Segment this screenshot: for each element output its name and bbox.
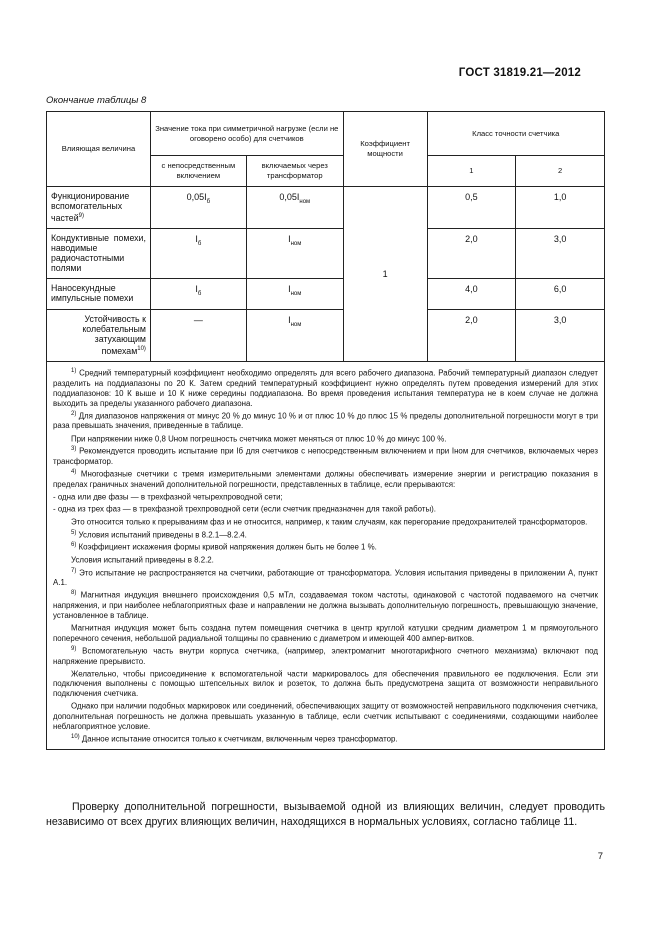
footnote: Это относится только к прерываниям фаз и не относится, например, к таким случаям, как перегорание предохранителей трансформаторов. xyxy=(71,517,588,527)
header-accuracy-class: Класс точности счетчика xyxy=(427,112,604,156)
header-direct: с непосредственным включением xyxy=(150,156,246,187)
footnote: Условия испытаний приведены в 8.2.2. xyxy=(71,555,214,565)
header-current-group: Значение тока при симметричной нагрузке (если не оговорено особо) для счетчиков xyxy=(150,112,343,156)
table-footnotes xyxy=(47,362,605,750)
row-label: Функционирование вспомогательных частей xyxy=(51,191,130,223)
footnote-mark: 10) xyxy=(137,346,146,352)
footnote: Желательно, чтобы присоединение к вспомогательной части маркировалось для обеспечения правильного ее подключения. Если эти подключения выполнены с помощью штепсельных вилок и розеток, то должна быть предусмотрена защита от возможности неправильного подключения счетчика. xyxy=(53,669,598,699)
current-direct: I xyxy=(195,284,198,294)
class-2-value: 6,0 xyxy=(516,279,605,310)
current-transformer: I xyxy=(288,234,291,244)
footnote: $^{5)}$ Условия испытаний приведены в 8.2.1—8.2.4. xyxy=(71,529,247,540)
power-factor-value: 1 xyxy=(343,187,427,362)
current-direct: — xyxy=(193,315,203,325)
table-row: Наносекундные импульсные помехи $I_б$ $I_{ном}$ 4,0 6,0 xyxy=(47,279,605,310)
current-direct: 0,05I xyxy=(186,192,207,202)
class-1-value: 2,0 xyxy=(427,310,516,362)
current-transformer: I xyxy=(288,315,291,325)
table-row: Кондуктивные помехи, наводимые радиочастотными полями $I_б$ $I_{ном}$ 2,0 3,0 xyxy=(47,229,605,279)
footnote: $^{3)}$ Рекомендуется проводить испытание при Iб для счетчиков с непосредственным включением и при Iном для счетчиков, включаемых через трансформатор. xyxy=(53,446,598,466)
header-power-factor: Коэффициент мощности xyxy=(343,112,427,187)
class-1-value: 0,5 xyxy=(427,187,516,229)
class-2-value: 3,0 xyxy=(516,310,605,362)
row-label: Кондуктивные помехи, наводимые радиочастотными полями xyxy=(51,233,146,273)
footnote: Однако при наличии подобных маркировок или соединений, обеспечивающих защиту от возможностей неправильного подключения счетчика, дополнительная погрешность не должна превышать указанную в таблице, если счетчик испытывают с соединениями, создающими наиболее неблагоприятное условие. xyxy=(53,701,598,732)
footnote: При напряжении ниже 0,8 Uном погрешность счетчика может меняться от плюс 10 % до минус 100 %. xyxy=(71,434,447,444)
header-transformer: включаемых через трансформатор xyxy=(246,156,343,187)
table-row: Устойчивость к колебательным затухающим помехам$^{10)}$ — $I_{ном}$ 2,0 3,0 xyxy=(47,310,605,362)
class-2-value: 3,0 xyxy=(516,229,605,279)
footnote: - одна или две фазы — в трехфазной четырехпроводной сети; xyxy=(53,492,283,502)
footnote: $^{9)}$ Вспомогательную часть внутри корпуса счетчика, (например, электромагнит многотарифного счетного механизма) включают под напряжение прерывисто. xyxy=(53,645,598,666)
class-2-value: 1,0 xyxy=(516,187,605,229)
footnote: $^{8)}$ Магнитная индукция внешнего происхождения 0,5 мТл, создаваемая током частоты, одинаковой с частотой подаваемого на счетчик напряжения, и при наиболее неблагоприятных фазе и направлении не должна вызывать дополнительную погрешность, превышающую значение, установленное в таблице. xyxy=(53,590,598,621)
influence-table xyxy=(46,111,605,750)
footnote: $^{1)}$ Средний температурный коэффициент необходимо определять для всего рабочего диапазона. Рабочий температурный диапазон следует разделить на поддиапазоны по 20 К. Затем средний температурный коэффициент нужно определять путем проведения измерений для этих поддиапазонов: 10 К выше и 10 К ниже середины поддиапазона. Во время проведения испытания температура не в коем случае не должна выходить за пределы указанного рабочего диапазона. xyxy=(53,368,598,408)
header-class-2: 2 xyxy=(516,156,605,187)
header-influence: Влияющая величина xyxy=(47,112,151,187)
footnote: $^{4)}$ Многофазные счетчики с тремя измерительными элементами должны обеспечивать измерение энергии и регистрацию показания в пределах граничных значений дополнительной погрешности, представленных в таблице, если прерываются: xyxy=(53,468,598,489)
header-class-1: 1 xyxy=(427,156,516,187)
footnote-mark: 9) xyxy=(78,213,84,219)
current-transformer: 0,05I xyxy=(279,192,300,202)
standard-header: ГОСТ 31819.21—2012 xyxy=(458,67,581,79)
footnote: $^{2)}$ Для диапазонов напряжения от минус 20 % до минус 10 % и от плюс 10 % до плюс 15 % пределы дополнительной погрешности могут в три раза превышать значения, приведенные в таблице. xyxy=(53,410,598,431)
page-number: 7 xyxy=(597,851,603,862)
body-paragraph: Проверку дополнительной погрешности, вызываемой одной из влияющих величин, следует проводить независимо от всех других влияющих величин, находящихся в нормальных условиях, согласно таблице 11. xyxy=(46,801,605,828)
class-1-value: 2,0 xyxy=(427,229,516,279)
current-direct: I xyxy=(195,234,198,244)
footnote: - одна из трех фаз — в трехфазной трехпроводной сети (если счетчик предназначен для такой работы). xyxy=(53,504,436,514)
current-transformer: I xyxy=(288,284,291,294)
footnote: $^{10)}$ Данное испытание относится только к счетчикам, включенным через трансформатор. xyxy=(71,734,398,744)
footnote: $^{7)}$ Это испытание не распространяется на счетчики, работающие от трансформатора. Условия испытания приведены в приложении А, пункт А.1. xyxy=(53,567,598,588)
table-row: Функционирование вспомогательных частей$^{9)}$ $0,05I_б$ $0,05I_{ном}$ 1 0,5 1,0 xyxy=(47,187,605,229)
class-1-value: 4,0 xyxy=(427,279,516,310)
table-caption: Окончание таблицы 8 xyxy=(46,95,147,106)
row-label: Устойчивость к колебательным затухающим помехам xyxy=(82,314,146,356)
row-label: Наносекундные импульсные помехи xyxy=(51,283,134,303)
footnote: $^{6)}$ Коэффициент искажения формы кривой напряжения должен быть не более 1 %. xyxy=(71,542,377,552)
footnote: Магнитная индукция может быть создана путем помещения счетчика в центр круглой катушки средним диаметром 1 м прямоугольного поперечного сечения, небольшой радиальной толщины по сравнению с диаметром и имеющей 400 ампер-витков. xyxy=(53,623,598,643)
